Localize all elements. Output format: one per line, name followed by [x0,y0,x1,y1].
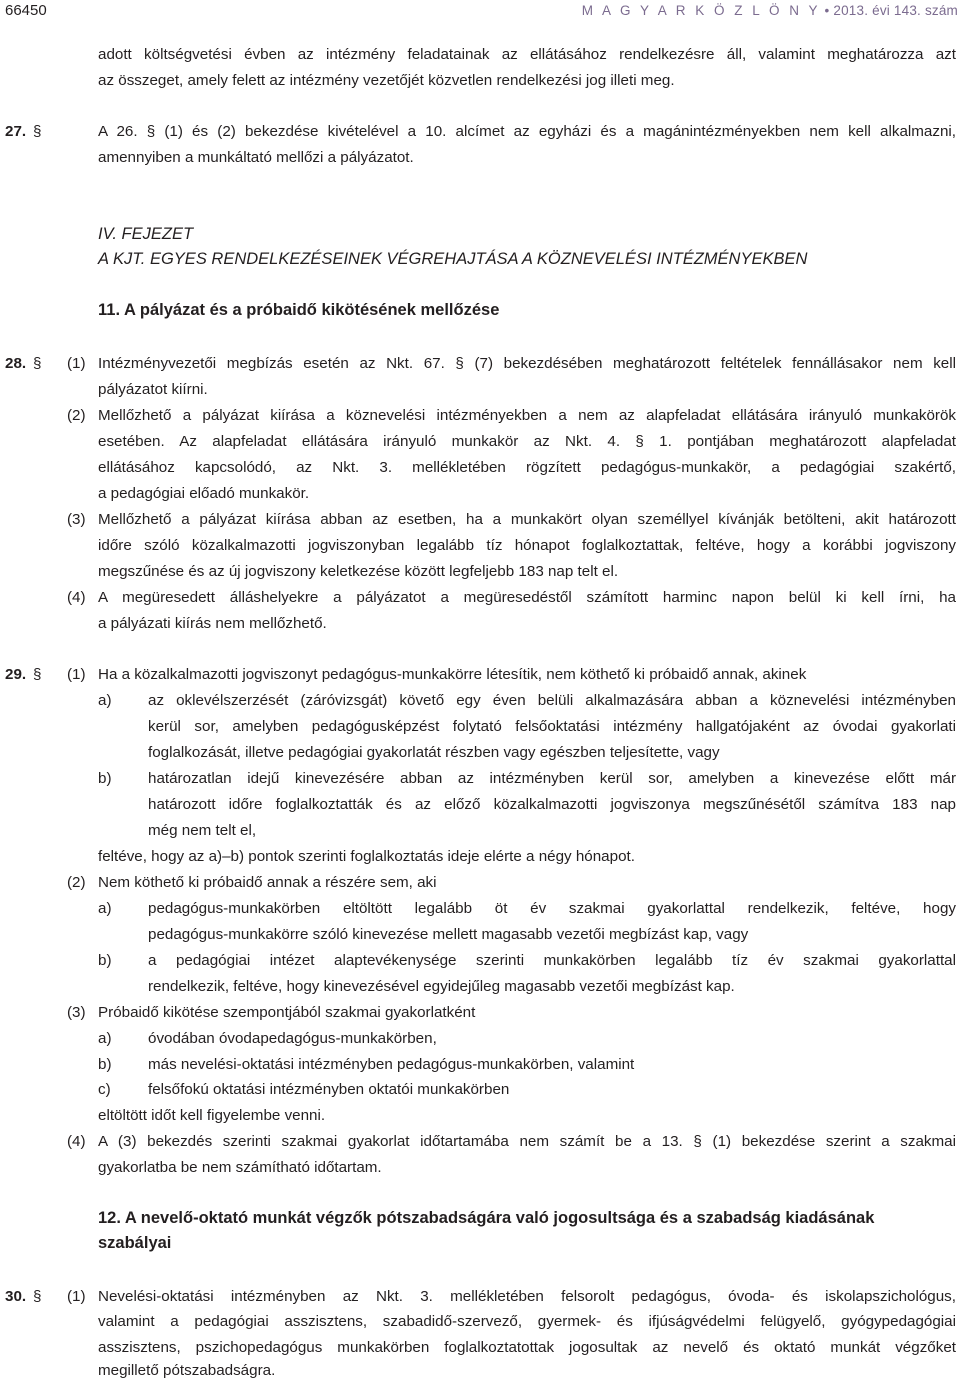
paragraph-label: (3) [67,511,86,528]
paragraph-text: Próbaidő kikötése szempontjából szakmai gyakorlatként [98,1004,476,1021]
paragraph-text: ellátásához kapcsolódó, az Nkt. 3. mellékletében rögzített pedagógus-munkakör, a pedagógiai szakértő, [98,459,956,476]
paragraph-text: a pedagógiai előadó munkakör. [98,485,310,502]
item-text: még nem telt el, [148,822,257,839]
journal-name: M A G Y A R K Ö Z L Ö N Y [581,3,821,18]
item-text: pedagógus-munkakörben eltöltött legalább öt év szakmai gyakorlattal rendelkezik, feltéve, hogy [148,900,956,917]
item-label: b) [98,770,112,787]
section-sign: § [33,355,42,372]
paragraph-text: A (3) bekezdés szerinti szakmai gyakorlat időtartamába nem számít be a 13. § (1) bekezdése szerint a szakmai [98,1133,956,1150]
issue-info: • 2013. évi 143. szám [824,3,958,18]
chapter-title: A KJT. EGYES RENDELKEZÉSEINEK VÉGREHAJTÁSA A KÖZNEVELÉSI INTÉZMÉNYEKBEN [98,250,808,268]
section-number: 29. [5,666,27,683]
paragraph-text: megszűnése és az új jogviszony keletkezése között legfeljebb 183 nap telt el. [98,563,619,580]
paragraph-text: Intézményvezetői megbízás esetén az Nkt. 67. § (7) bekezdésében meghatározott feltételek fennállásakor nem kell [98,355,956,372]
subtitle: 11. A pályázat és a próbaidő kikötésének mellőzése [98,301,500,319]
chapter-number: IV. FEJEZET [98,225,194,243]
paragraph-text: feltéve, hogy az a)–b) pontok szerinti foglalkoztatás ideje elérte a négy hónapot. [98,848,635,865]
paragraph-text: Mellőzhető a pályázat kiírása abban az esetben, ha a munkakört olyan személlyel kívánják betölteni, akit határozott [98,511,956,528]
item-text: az oklevélszerzését (záróvizsgát) követő egy éven belüli alkalmazására abban a köznevelési intézményben [148,692,956,709]
paragraph-label: (1) [67,1288,86,1305]
paragraph-text: Ha a közalkalmazotti jogviszonyt pedagógus-munkakörre létesítik, nem köthető ki próbaidő annak, akinek [98,666,807,683]
item-label: b) [98,952,112,969]
section-number: 27. [5,123,27,140]
paragraph-label: (4) [67,1133,86,1150]
paragraph-label: (4) [67,589,86,606]
section-number: 28. [5,355,27,372]
item-text: óvodában óvodapedagógus-munkakörben, [148,1030,437,1047]
subtitle: 12. A nevelő-oktató munkát végzők pótszabadságára való jogosultsága és a szabadság kiadásának [98,1209,875,1227]
paragraph-text: megillető pótszabadságra. [98,1362,276,1379]
item-text: a pedagógiai intézet alaptevékenysége szerinti munkakörben legalább tíz év szakmai gyakorlattal [148,952,956,969]
item-label: a) [98,1030,112,1047]
page-number: 66450 [5,2,47,19]
item-text: kerül sor, amelyben pedagógusképzést folytató felsőoktatási intézmény hallgatójaként az óvodai gyakorlati [148,718,956,735]
item-text: pedagógus-munkakörre szóló kinevezése mellett magasabb vezetői megbízást kap, vagy [148,926,749,943]
section-text: amennyiben a munkáltató mellőzi a pályázatot. [98,149,414,166]
paragraph-text: időre szóló közalkalmazotti jogviszonyban legalább tíz hónapot foglalkoztattak, feltéve, hogy a korábbi jogviszony [98,537,956,554]
intro-line: adott költségvetési évben az intézmény feladatainak az ellátásához rendelkezésre áll, valamint meghatározza azt [98,46,956,63]
item-label: a) [98,900,112,917]
item-text: más nevelési-oktatási intézményben pedagógus-munkakörben, valamint [148,1056,635,1073]
item-text: határozatlan idejű kinevezésére abban az intézményben kerül sor, amelyben a kinevezése előtt már [148,770,956,787]
item-text: rendelkezik, feltéve, hogy kinevezésével egyidejűleg magasabb vezetői megbízást kap. [148,978,735,995]
section-sign: § [33,123,42,140]
paragraph-text: Nem köthető ki próbaidő annak a részére sem, aki [98,874,437,891]
paragraph-text: A megüresedett álláshelyekre a pályázatot a megüresedéstől számított harminc napon belül ki kell írni, ha [98,589,956,606]
paragraph-label: (3) [67,1004,86,1021]
paragraph-text: valamint a pedagógiai asszisztens, szabadidő-szervező, gyermek- és ifjúságvédelmi felügyelő, gyógypedagógiai [98,1313,956,1330]
paragraph-label: (1) [67,666,86,683]
paragraph-label: (2) [67,874,86,891]
paragraph-text: eltöltött időt kell figyelembe venni. [98,1107,326,1124]
paragraph-text: Mellőzhető a pályázat kiírása a köznevelési intézményekben a nem az alapfeladat ellátására irányuló munkakörök [98,407,956,424]
item-text: foglalkozását, illetve pedagógiai gyakorlatát részben vagy egészben teljesítette, vagy [148,744,720,761]
section-sign: § [33,1288,42,1305]
paragraph-text: gyakorlatba be nem számítható időtartam. [98,1159,382,1176]
intro-line: az összeget, amely felett az intézmény vezetőjét közvetlen rendelkezési jog illeti meg. [98,72,675,89]
paragraph-text: a pályázati kiírás nem mellőzhető. [98,615,327,632]
item-text: határozott időre foglalkoztatták és az előző közalkalmazotti jogviszonya megszűnésétől számítva 183 nap [148,796,956,813]
item-label: b) [98,1056,112,1073]
item-label: a) [98,692,112,709]
paragraph-label: (1) [67,355,86,372]
paragraph-label: (2) [67,407,86,424]
paragraph-text: pályázatot kiírni. [98,381,208,398]
item-text: felsőfokú oktatási intézményben oktatói munkakörben [148,1081,510,1098]
running-header [0,0,960,20]
section-number: 30. [5,1288,27,1305]
paragraph-text: esetében. Az alapfeladat ellátására irányuló munkakör az Nkt. 4. § 1. pontjában meghatározott alapfeladat [98,433,956,450]
section-text: A 26. § (1) és (2) bekezdése kivételével a 10. alcímet az egyházi és a magánintézményekben nem kell alkalmazni, [98,123,956,140]
journal-title [582,0,958,24]
subtitle: szabályai [98,1234,172,1252]
item-label: c) [98,1081,111,1098]
paragraph-text: Nevelési-oktatási intézményben az Nkt. 3. mellékletében felsorolt pedagógus, óvoda- és iskolapszichológus, [98,1288,956,1305]
paragraph-text: asszisztens, pszichopedagógus munkakörben foglalkoztatottak jogosultak az nevelő és oktató munkát végzőket [98,1339,956,1356]
section-sign: § [33,666,42,683]
